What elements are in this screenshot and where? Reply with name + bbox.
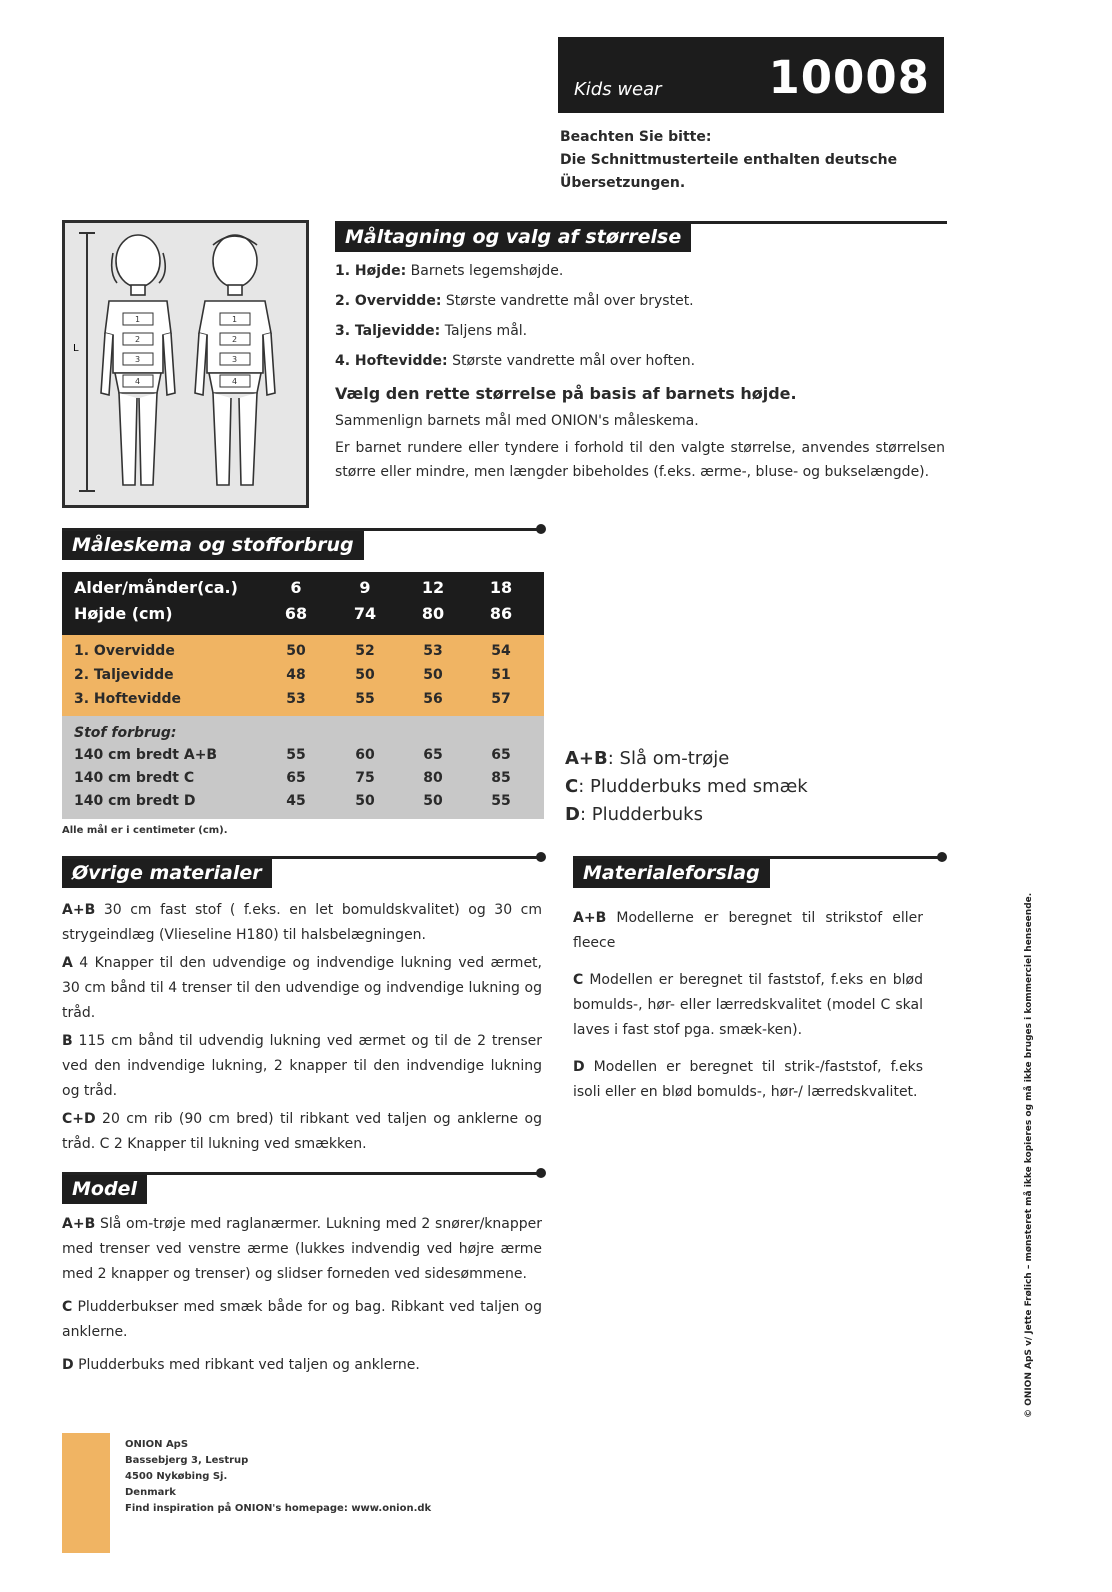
advice-text: Er barnet rundere eller tyndere i forhold til den valgte størrelse, anvendes størrelsen større eller mindre, men længder bibeholdes (f.eks. ærme-, bluse- og bukselængde).	[335, 440, 945, 480]
table-note: Alle mål er i centimeter (cm).	[62, 825, 228, 836]
pattern-number: 10008	[768, 51, 930, 104]
material-suggestion-text	[573, 906, 923, 1108]
list-item: C: Pludderbuks med smæk	[565, 776, 808, 797]
table-row: Højde (cm) 68 74 80 86	[74, 604, 513, 623]
other-materials-text	[62, 898, 542, 1160]
measure-item: 2. Overvidde: Største vandrette mål over brystet.	[335, 293, 694, 309]
table-row: 140 cm bredt C 65 75 80 85	[74, 770, 511, 786]
list-item: A+B: Slå om-trøje	[565, 748, 730, 769]
material-suggestion-title: Materialeforslag	[573, 859, 770, 888]
children-figures	[65, 223, 306, 505]
homepage-link[interactable]: Find inspiration på ONION's homepage: www.onion.dk	[125, 1503, 432, 1514]
measure-item: 4. Hoftevidde: Største vandrette mål over hoften.	[335, 353, 696, 369]
copyright-note: © ONION ApS v/ Jette Frølich – mønsteret må ikke kopieres og må ikke bruges i kommerciel henseende.	[1024, 892, 1034, 1418]
svg-text:2: 2	[232, 335, 238, 344]
german-note	[560, 126, 897, 195]
rule-dot	[536, 1168, 546, 1178]
measurement-illustration	[62, 220, 309, 508]
table-row: 3. Hoftevidde 53 55 56 57	[74, 691, 511, 707]
svg-text:3: 3	[135, 355, 141, 364]
svg-text:3: 3	[232, 355, 238, 364]
table-row: Alder/månder(ca.) 6 9 12 18	[74, 578, 513, 597]
size-emphasis: Vælg den rette størrelse på basis af barnets højde.	[335, 384, 797, 403]
length-label: L	[73, 343, 79, 354]
paragraph: C Modellen er beregnet til faststof, f.eks en blød bomulds-, hør- eller lærredskvalitet (model C skal laves i fast stof pga. smæk-ken).	[573, 972, 924, 1038]
rule-dot	[536, 524, 546, 534]
note-line: Die Schnittmusterteile enthalten deutsche	[560, 152, 898, 168]
rule-dot	[937, 852, 947, 862]
paragraph: C+D 20 cm rib (90 cm bred) til ribkant ved taljen og anklerne og tråd. C 2 Knapper til lukning ved smækken.	[62, 1111, 542, 1152]
paragraph: C Pludderbukser med smæk både for og bag. Ribkant ved taljen og anklerne.	[62, 1299, 543, 1340]
category-label: Kids wear	[574, 79, 662, 100]
table-row: 1. Overvidde 50 52 53 54	[74, 643, 511, 659]
model-title: Model	[62, 1175, 147, 1204]
paragraph: A+B Modellerne er beregnet til strikstof eller fleece	[573, 910, 924, 951]
fabric-rows	[62, 716, 544, 819]
measurement-title: Måltagning og valg af størrelse	[335, 223, 691, 252]
brand-bar	[558, 37, 944, 113]
svg-text:2: 2	[135, 335, 141, 344]
rule-dot	[536, 852, 546, 862]
svg-text:1: 1	[135, 315, 141, 324]
size-chart-table	[62, 572, 544, 819]
paragraph: A 4 Knapper til den udvendige og indvendige lukning ved ærmet, 30 cm bånd til 4 trenser til den udvendige og indvendige lukning og tråd.	[62, 955, 543, 1021]
paragraph: A+B Slå om-trøje med raglanærmer. Lukning med 2 snører/knapper med trenser ved venstre ærme (lukkes indvendig ved højre ærme med 2 knapper og trenser) og slidser forneden ved sidesømmene.	[62, 1216, 542, 1282]
other-materials-title: Øvrige materialer	[62, 859, 272, 888]
company-address: ONION ApS Bassebjerg 3, Lestrup 4500 Nykøbing Sj. Denmark Find inspiration på ONION's homepage: www.onion.dk	[125, 1437, 431, 1517]
note-line: Beachten Sie bitte:	[560, 129, 712, 145]
size-chart-title: Måleskema og stofforbrug	[62, 531, 364, 560]
compare-text: Sammenlign barnets mål med ONION's måleskema.	[335, 413, 699, 429]
measurement-instructions	[335, 260, 945, 484]
measure-item: 1. Højde: Barnets legemshøjde.	[335, 263, 564, 279]
model-list	[565, 745, 808, 829]
fabric-title: Stof forbrug:	[74, 725, 177, 741]
paragraph: D Pludderbuks med ribkant ved taljen og anklerne.	[62, 1357, 420, 1373]
table-row: 140 cm bredt A+B 55 60 65 65	[74, 747, 511, 763]
measure-rows	[62, 635, 544, 716]
note-line: Übersetzungen.	[560, 175, 686, 191]
paragraph: A+B 30 cm fast stof ( f.eks. en let bomuldskvalitet) og 30 cm strygeindlæg (Vlieseline H180) til halsbelægningen.	[62, 902, 543, 943]
footer-accent-block	[62, 1433, 110, 1553]
svg-text:4: 4	[232, 377, 238, 386]
svg-text:4: 4	[135, 377, 141, 386]
table-row: 140 cm bredt D 45 50 50 55	[74, 793, 511, 809]
measure-item: 3. Taljevidde: Taljens mål.	[335, 323, 528, 339]
table-header	[62, 572, 544, 635]
paragraph: B 115 cm bånd til udvendig lukning ved ærmet og til de 2 trenser ved den indvendige lukning, 2 knapper til den indvendige lukning og tråd.	[62, 1033, 543, 1099]
paragraph: D Modellen er beregnet til strik-/faststof, f.eks isoli eller en blød bomulds-, hør-/ lærredskvalitet.	[573, 1059, 924, 1100]
model-text	[62, 1212, 542, 1381]
svg-text:1: 1	[232, 315, 238, 324]
table-row: 2. Taljevidde 48 50 50 51	[74, 667, 511, 683]
list-item: D: Pludderbuks	[565, 804, 703, 825]
